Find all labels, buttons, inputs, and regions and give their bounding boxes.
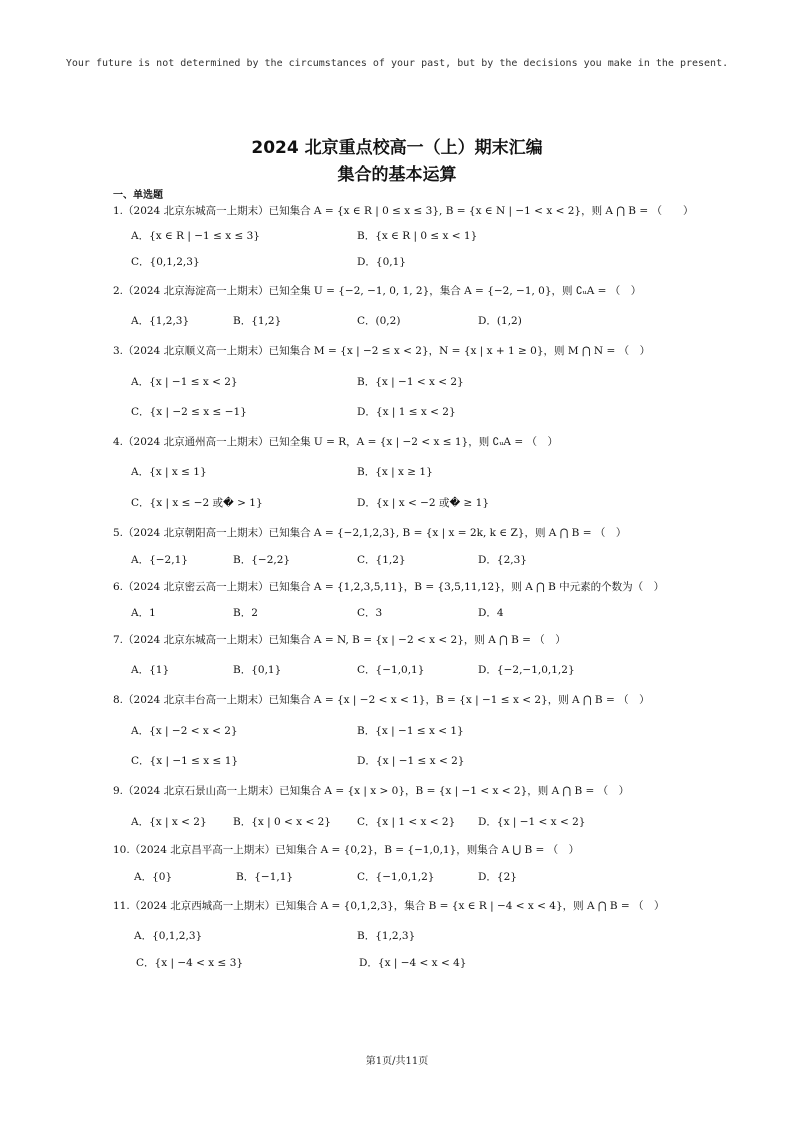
question-3-option-b: B．{x | −1 < x < 2} [357, 376, 464, 388]
question-1-stem: 1.（2024 北京东城高一上期末）已知集合 A = {x ∈ R | 0 ≤ x ≤ 3}, B = {x ∈ N | −1 < x < 2}，则 A ⋂ B = （ ） [113, 205, 694, 217]
question-3-option-d: D．{x | 1 ≤ x < 2} [357, 406, 456, 418]
page-number-footer: 第1页/共11页 [365, 1056, 429, 1067]
question-10-option-c: C．{−1,0,1,2} [357, 871, 435, 883]
question-11-option-c: C．{x | −4 < x ≤ 3} [136, 957, 244, 969]
question-2-option-d: D．(1,2) [478, 315, 522, 327]
question-5-option-d: D．{2,3} [478, 554, 527, 566]
question-6-option-d: D．4 [478, 607, 504, 619]
question-1-option-d: D．{0,1} [357, 256, 406, 268]
question-7-stem: 7.（2024 北京东城高一上期末）已知集合 A = N, B = {x | −2 < x < 2}，则 A ⋂ B = （ ） [113, 634, 566, 646]
question-6-stem: 6.（2024 北京密云高一上期末）已知集合 A = {1,2,3,5,11}，B = {3,5,11,12}，则 A ⋂ B 中元素的个数为（ ） [113, 581, 665, 593]
question-7-option-c: C．{−1,0,1} [357, 664, 425, 676]
question-10-option-b: B．{−1,1} [236, 871, 294, 883]
question-7-option-d: D．{−2,−1,0,1,2} [478, 664, 575, 676]
question-2-stem: 2.（2024 北京海淀高一上期末）已知全集 U = {−2, −1, 0, 1, 2}，集合 A = {−2, −1, 0}，则 ∁ᵤA = （ ） [113, 285, 642, 297]
question-6-option-c: C．3 [357, 607, 383, 619]
question-9-option-b: B．{x | 0 < x < 2} [233, 816, 331, 828]
question-1-option-a: A．{x ∈ R | −1 ≤ x ≤ 3} [131, 230, 260, 242]
question-8-option-c: C．{x | −1 ≤ x ≤ 1} [131, 755, 239, 767]
question-4-option-b: B．{x | x ≥ 1} [357, 466, 433, 478]
question-10-option-d: D．{2} [478, 871, 517, 883]
question-8-option-d: D．{x | −1 ≤ x < 2} [357, 755, 465, 767]
question-3-option-a: A．{x | −1 ≤ x < 2} [131, 376, 238, 388]
question-5-option-b: B．{−2,2} [233, 554, 291, 566]
question-1-option-c: C．{0,1,2,3} [131, 256, 200, 268]
question-6-option-b: B．2 [233, 607, 258, 619]
question-7-option-a: A．{1} [131, 664, 170, 676]
question-3-option-c: C．{x | −2 ≤ x ≤ −1} [131, 406, 247, 418]
question-11-option-a: A．{0,1,2,3} [134, 930, 203, 942]
question-4-option-c: C．{x | x ≤ −2 或� > 1} [131, 497, 263, 509]
question-11-option-d: D．{x | −4 < x < 4} [359, 957, 467, 969]
question-8-option-b: B．{x | −1 ≤ x < 1} [357, 725, 464, 737]
question-9-stem: 9.（2024 北京石景山高一上期末）已知集合 A = {x | x > 0}，B = {x | −1 < x < 2}，则 A ⋂ B = （ ） [113, 785, 630, 797]
page-subtitle: 集合的基本运算 [337, 165, 457, 185]
question-9-option-d: D．{x | −1 < x < 2} [478, 816, 586, 828]
question-10-stem: 10.（2024 北京昌平高一上期末）已知集合 A = {0,2}，B = {−1,0,1}，则集合 A ⋃ B = （ ） [113, 844, 580, 856]
question-5-option-c: C．{1,2} [357, 554, 406, 566]
question-9-option-c: C．{x | 1 < x < 2} [357, 816, 456, 828]
question-4-option-d: D．{x | x < −2 或� ≥ 1} [357, 497, 490, 509]
motto-header: Your future is not determined by the circumstances of your past, but by the decisions you make in the present. [65, 58, 729, 69]
question-5-option-a: A．{−2,1} [131, 554, 188, 566]
question-9-option-a: A．{x | x < 2} [131, 816, 207, 828]
question-2-option-c: C．(0,2) [357, 315, 401, 327]
question-8-stem: 8.（2024 北京丰台高一上期末）已知集合 A = {x | −2 < x < 1}，B = {x | −1 ≤ x < 2}，则 A ⋂ B = （ ） [113, 694, 650, 706]
question-11-option-b: B．{1,2,3} [357, 930, 416, 942]
question-11-stem: 11.（2024 北京西城高一上期末）已知集合 A = {0,1,2,3}，集合 B = {x ∈ R | −4 < x < 4}，则 A ⋂ B = （ ） [113, 900, 665, 912]
question-2-option-a: A．{1,2,3} [131, 315, 190, 327]
section-heading: 一、单选题 [113, 190, 163, 201]
question-4-option-a: A．{x | x ≤ 1} [131, 466, 207, 478]
question-7-option-b: B．{0,1} [233, 664, 282, 676]
question-8-option-a: A．{x | −2 < x < 2} [131, 725, 238, 737]
question-1-option-b: B．{x ∈ R | 0 ≤ x < 1} [357, 230, 478, 242]
question-4-stem: 4.（2024 北京通州高一上期末）已知全集 U = R，A = {x | −2 < x ≤ 1}，则 ∁ᵤA = （ ） [113, 436, 558, 448]
question-3-stem: 3.（2024 北京顺义高一上期末）已知集合 M = {x | −2 ≤ x < 2}，N = {x | x + 1 ≥ 0}，则 M ⋂ N = （ ） [113, 345, 651, 357]
question-2-option-b: B．{1,2} [233, 315, 282, 327]
question-5-stem: 5.（2024 北京朝阳高一上期末）已知集合 A = {−2,1,2,3}, B = {x | x = 2k, k ∈ Z}，则 A ⋂ B = （ ） [113, 527, 627, 539]
page-title: 2024 北京重点校高一（上）期末汇编 [251, 138, 543, 158]
question-10-option-a: A．{0} [134, 871, 173, 883]
question-6-option-a: A．1 [131, 607, 156, 619]
